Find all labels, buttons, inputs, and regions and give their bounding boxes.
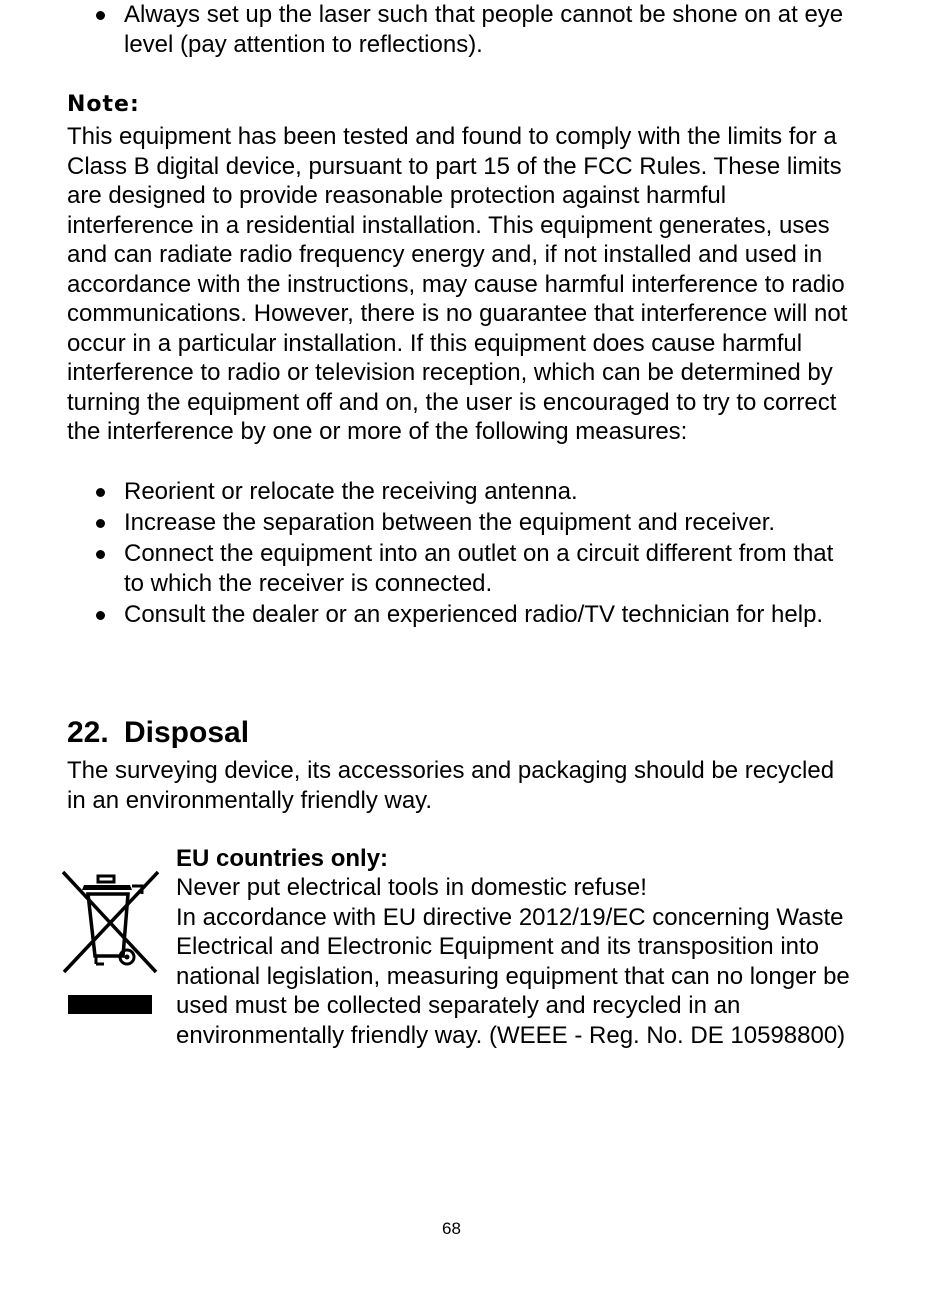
list-item	[67, 539, 857, 598]
section-heading-disposal	[67, 713, 249, 753]
eu-directive-text: In accordance with EU directive 2012/19/EC concerning Waste Electrical and Electronic Equipment and its transposition into national legislation, measuring equipment that can no longer be used must be collected separately and recycled in an environmentally friendly way. (WEEE - Reg. No. DE 10598800)	[176, 903, 850, 1049]
note-heading: Note:	[67, 92, 140, 117]
disposal-paragraph: The surveying device, its accessories and packaging should be recycled in an environmentally friendly way.	[67, 757, 835, 814]
list-item	[67, 600, 857, 630]
bullet-icon	[96, 611, 105, 620]
bullet-icon	[96, 11, 105, 20]
list-item	[67, 477, 857, 507]
fcc-notice-paragraph: This equipment has been tested and found to comply with the limits for a Class B digital device, pursuant to part 15 of the FCC Rules. These limits are designed to provide reasonable protection against harmful interference in a residential installation. This equipment generates, uses and can radiate radio frequency energy and, if not installed and used in accordance with the instructions, may cause harmful interference to radio communications. However, there is no guarantee that interference will not occur in a particular installation. If this equipment does cause harmful interference to radio or television reception, which can be determined by turning the equipment off and on, the user is encouraged to try to correct the interference by one or more of the following measures:	[67, 123, 848, 445]
interference-measures-list	[67, 477, 857, 631]
list-item-text: Reorient or relocate the receiving antenna.	[124, 478, 578, 505]
bullet-icon	[96, 550, 105, 559]
section-number: 22.	[67, 716, 109, 749]
laser-safety-list	[67, 0, 857, 59]
list-item-text: Always set up the laser such that people cannot be shone on at eye level (pay attention to reflections).	[124, 1, 844, 58]
crossed-out-wheelie-bin-icon	[60, 868, 162, 1018]
eu-disposal-paragraph	[176, 873, 856, 1050]
list-item-text: Connect the equipment into an outlet on a circuit different from that to which the receiver is connected.	[124, 540, 834, 597]
bullet-icon	[96, 488, 105, 497]
eu-countries-heading: EU countries only:	[176, 845, 389, 872]
eu-disposal-line: Never put electrical tools in domestic refuse!	[176, 874, 647, 901]
list-item	[67, 508, 857, 538]
list-item-text: Increase the separation between the equipment and receiver.	[124, 509, 776, 536]
list-item	[67, 0, 857, 59]
page-number: 68	[442, 1219, 461, 1238]
list-item-text: Consult the dealer or an experienced radio/TV technician for help.	[124, 600, 824, 628]
section-title: Disposal	[124, 716, 250, 749]
bullet-icon	[96, 519, 105, 528]
